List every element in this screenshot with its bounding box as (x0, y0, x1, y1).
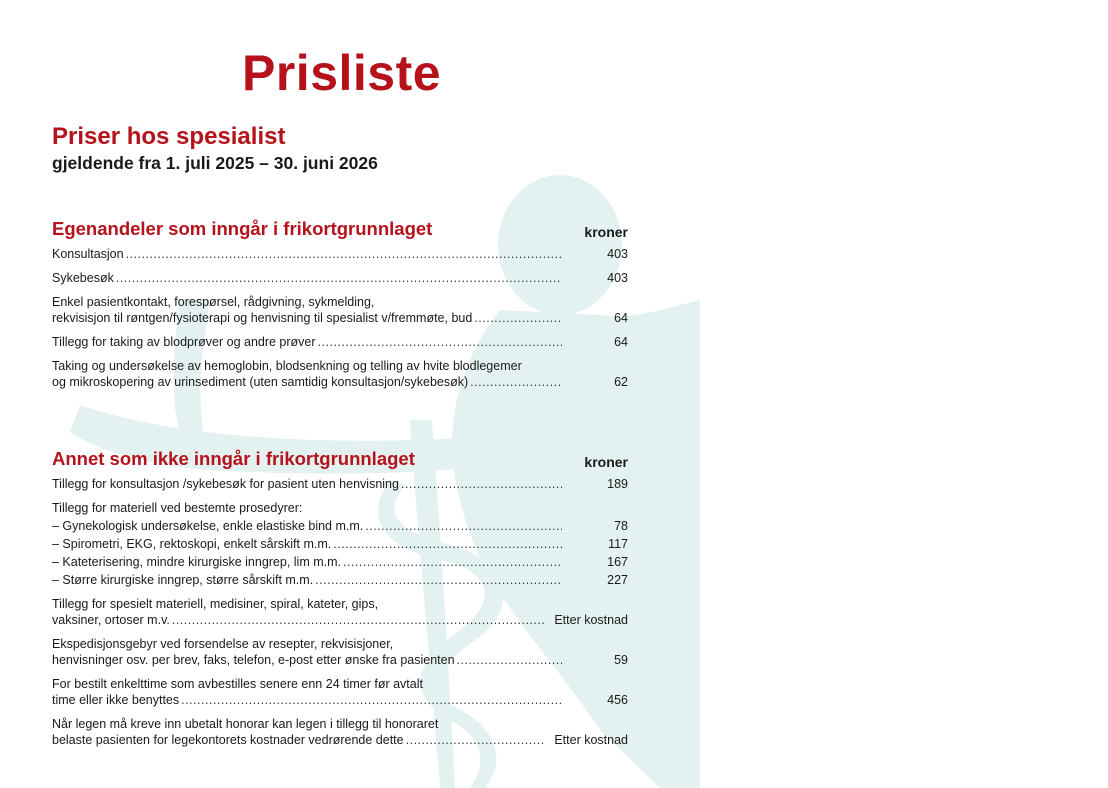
price-row-spesielt-materiell (52, 596, 628, 628)
price-value: 189 (607, 477, 628, 491)
item-text: Tillegg for spesielt materiell, medisiner, spiral, kateter, gips, (52, 597, 379, 611)
item-text: belaste pasienten for legekontorets kostnader vedrørende dette (52, 733, 404, 747)
item-text: time eller ikke benyttes (52, 693, 180, 707)
price-row-konsultasjon (52, 246, 628, 262)
price-row-kateterisering (52, 554, 628, 570)
price-row-materiell-heading (52, 500, 628, 516)
page-title: Prisliste (242, 45, 442, 101)
price-value: 403 (607, 271, 628, 285)
price-value: 78 (614, 519, 628, 533)
unit-header: kroner (584, 224, 628, 240)
dot-leader (474, 310, 562, 326)
item-text: – Spirometri, EKG, rektoskopi, enkelt sårskift m.m. (52, 537, 332, 551)
item-text: For bestilt enkelttime som avbestilles senere enn 24 timer før avtalt (52, 677, 423, 691)
price-row-gynekologisk (52, 518, 628, 534)
dot-leader (406, 732, 544, 748)
price-row-avbestilling (52, 676, 628, 708)
dot-leader (470, 374, 562, 390)
item-text: vaksiner, ortoser m.v. (52, 613, 170, 627)
price-row-hemoglobin (52, 358, 628, 390)
item-text: – Større kirurgiske inngrep, større sårskift m.m. (52, 573, 314, 587)
price-row-ubetalt-honorar (52, 716, 628, 748)
dot-leader (457, 652, 562, 668)
price-value: 64 (614, 335, 628, 349)
dot-leader (333, 536, 562, 552)
price-row-sykebesok (52, 270, 628, 286)
dot-leader (365, 518, 562, 534)
price-row-ekspedisjonsgebyr (52, 636, 628, 668)
dot-leader (315, 572, 562, 588)
price-value: 167 (607, 555, 628, 569)
item-text: Tillegg for materiell ved bestemte prosedyrer: (52, 501, 303, 515)
item-text: henvisninger osv. per brev, faks, telefon, e-post etter ønske fra pasienten (52, 653, 455, 667)
item-text: Når legen må kreve inn ubetalt honorar kan legen i tillegg til honoraret (52, 717, 439, 731)
price-row-storre-kirurgiske (52, 572, 628, 588)
dot-leader (318, 334, 562, 350)
price-row-spirometri (52, 536, 628, 552)
unit-header: kroner (584, 454, 628, 470)
dot-leader (343, 554, 562, 570)
item-text: Taking og undersøkelse av hemoglobin, blodsenkning og telling av hvite blodlegemer (52, 359, 522, 373)
section-not-included-in-frikort (52, 444, 628, 748)
price-value: 456 (607, 693, 628, 707)
item-text: Tillegg for taking av blodprøver og andre prøver (52, 335, 316, 349)
price-value: 227 (607, 573, 628, 587)
dot-leader (172, 612, 544, 628)
item-text: Tillegg for konsultasjon /sykebesøk for pasient uten henvisning (52, 477, 399, 491)
price-value: 403 (607, 247, 628, 261)
item-text: – Gynekologisk undersøkelse, enkle elastiske bind m.m. (52, 519, 364, 533)
price-row-uten-henvisning (52, 476, 628, 492)
item-text: – Kateterisering, mindre kirurgiske inngrep, lim m.m. (52, 555, 341, 569)
dot-leader (401, 476, 562, 492)
price-value: Etter kostnad (554, 733, 628, 747)
item-text: Enkel pasientkontakt, forespørsel, rådgivning, sykmelding, (52, 295, 375, 309)
price-value: Etter kostnad (554, 613, 628, 627)
price-value: 62 (614, 375, 628, 389)
price-row-enkel-pasientkontakt (52, 294, 628, 326)
page-subtitle: Priser hos spesialist (52, 123, 286, 150)
section-included-in-frikort (52, 214, 628, 390)
item-text: og mikroskopering av urinsediment (uten samtidig konsultasjon/sykebesøk) (52, 375, 469, 389)
price-value: 64 (614, 311, 628, 325)
item-text: Konsultasjon (52, 247, 124, 261)
price-value: 59 (614, 653, 628, 667)
price-value: 117 (608, 537, 628, 551)
item-text: Sykebesøk (52, 271, 114, 285)
dot-leader (126, 246, 562, 262)
section-title: Annet som ikke inngår i frikortgrunnlaget (52, 448, 415, 469)
price-row-blodprover (52, 334, 628, 350)
section-title: Egenandeler som inngår i frikortgrunnlaget (52, 218, 433, 239)
dot-leader (116, 270, 562, 286)
item-text: Ekspedisjonsgebyr ved forsendelse av resepter, rekvisisjoner, (52, 637, 394, 651)
item-text: rekvisisjon til røntgen/fysioterapi og henvisning til spesialist v/fremmøte, bud (52, 311, 473, 325)
validity-period: gjeldende fra 1. juli 2025 – 30. juni 2026 (52, 153, 378, 173)
dot-leader (181, 692, 562, 708)
